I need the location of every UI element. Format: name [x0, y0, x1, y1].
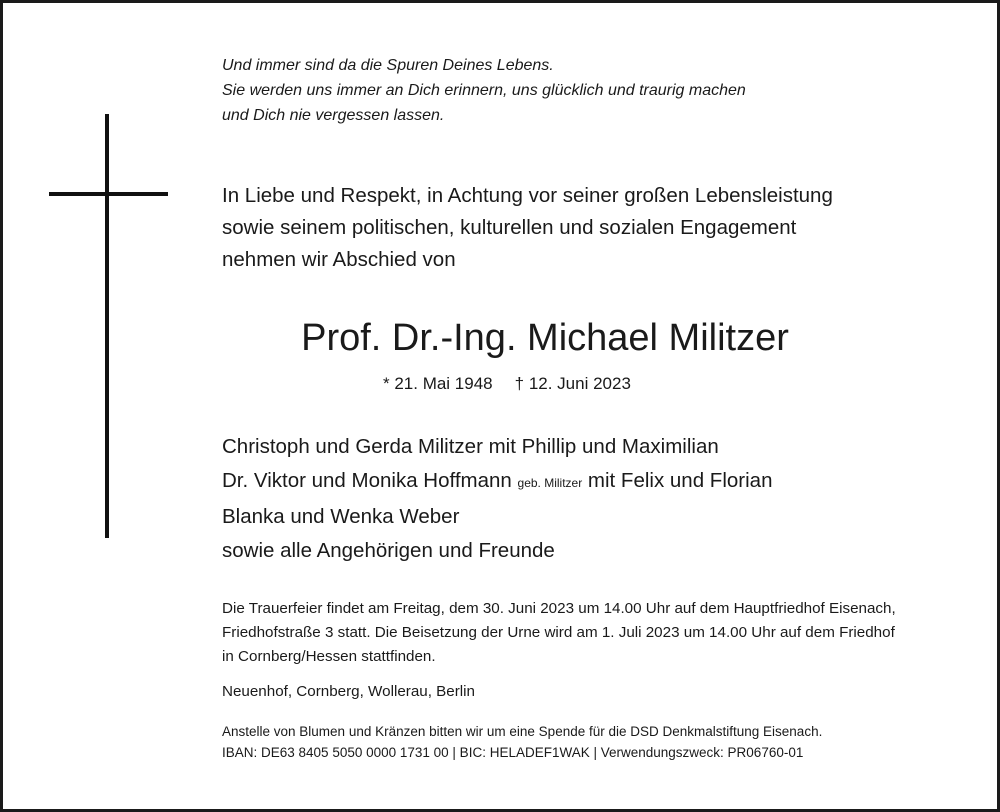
mourner-line: Christoph und Gerda Militzer mit Phillip und Maximilian — [222, 435, 719, 458]
mourner-children: mit Felix und Florian — [587, 469, 773, 492]
intro-line: nehmen wir Abschied von — [222, 248, 456, 271]
quote-line: Sie werden uns immer an Dich erinnern, uns glücklich und traurig machen — [222, 82, 746, 99]
donation-request: Anstelle von Blumen und Kränzen bitten wir um eine Spende für die DSD Denkmalstiftung Eisenach. — [222, 724, 823, 739]
intro-line: sowie seinem politischen, kulturellen und sozialen Engagement — [222, 216, 797, 239]
donation-info — [222, 721, 822, 763]
intro-line: In Liebe und Respekt, in Achtung vor seiner großen Lebensleistung — [222, 184, 833, 207]
deceased-name: Prof. Dr.-Ing. Michael Militzer — [301, 317, 789, 359]
intro-text — [222, 180, 833, 276]
cross-horizontal-bar — [49, 192, 168, 196]
mourner-names: Dr. Viktor und Monika Hoffmann — [222, 469, 512, 492]
maiden-name-note: geb. Militzer — [517, 476, 583, 490]
service-line: in Cornberg/Hessen stattfinden. — [222, 648, 436, 665]
memorial-quote — [222, 53, 746, 128]
life-dates — [383, 372, 631, 396]
places-line: Neuenhof, Cornberg, Wollerau, Berlin — [222, 683, 475, 700]
death-date: † 12. Juni 2023 — [514, 374, 631, 393]
bank-details: IBAN: DE63 8405 5050 0000 1731 00 | BIC: HELADEF1WAK | Verwendungszweck: PR06760-01 — [222, 745, 804, 760]
service-line: Die Trauerfeier findet am Freitag, dem 30. Juni 2023 um 14.00 Uhr auf dem Hauptfriedhof Eisenach, — [222, 600, 896, 617]
mourner-line: Blanka und Wenka Weber — [222, 505, 460, 528]
quote-line: Und immer sind da die Spuren Deines Lebens. — [222, 57, 554, 74]
mourner-line: sowie alle Angehörigen und Freunde — [222, 539, 555, 562]
service-info — [222, 597, 896, 669]
service-line: Friedhofstraße 3 statt. Die Beisetzung der Urne wird am 1. Juli 2023 um 14.00 Uhr auf dem Friedhof — [222, 624, 895, 641]
birth-date: * 21. Mai 1948 — [383, 374, 493, 393]
mourners-list — [222, 430, 772, 568]
quote-line: und Dich nie vergessen lassen. — [222, 107, 445, 124]
mourner-line — [222, 464, 772, 500]
